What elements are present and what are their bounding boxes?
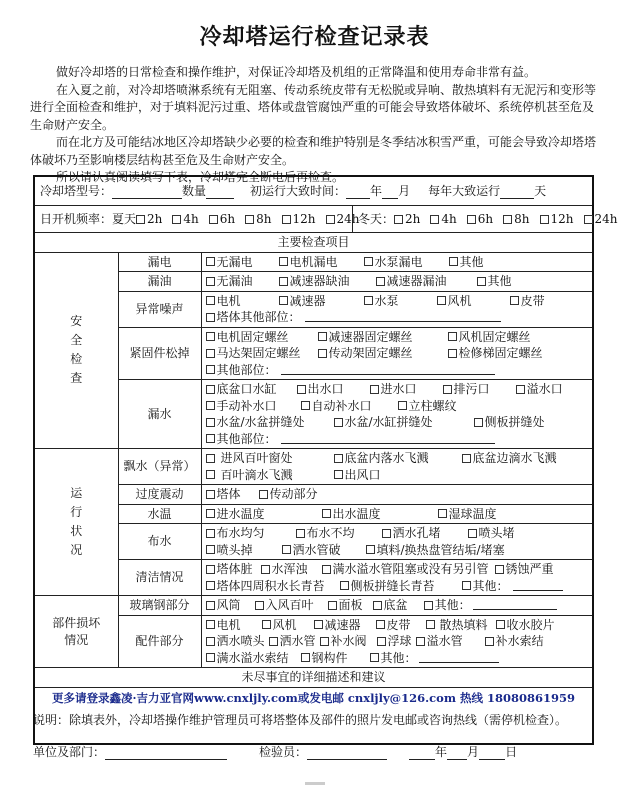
option-checkbox[interactable]: 自动补水口: [301, 398, 372, 415]
day-label: 日: [505, 745, 518, 759]
option-checkbox[interactable]: 传动架固定螺丝: [318, 345, 448, 362]
winter-frequency: [353, 211, 618, 228]
summer-option-12h[interactable]: 12h: [282, 211, 316, 228]
checkbox-icon: [474, 418, 483, 427]
main-items-header: 主要检查项目: [34, 233, 593, 253]
checkbox-icon: [495, 565, 504, 574]
checkbox-icon: [334, 470, 343, 479]
instructions-note: 说明：除填表外，冷却塔操作维护管理员可将塔整体及部件的照片发电邮或咨询热线（需停机检查）。: [33, 713, 568, 727]
month-label: 月: [467, 745, 480, 759]
checkbox-icon: [496, 620, 505, 629]
checkbox-icon: [206, 257, 215, 266]
remarks-header: 未尽事宜的详细描述和建议: [34, 668, 593, 688]
option-checkbox[interactable]: 水泵漏电: [364, 254, 423, 271]
winter-option-12h[interactable]: 12h: [540, 211, 574, 228]
checkbox-icon: [259, 490, 268, 499]
other-location-field[interactable]: [281, 431, 495, 444]
option-checkbox[interactable]: 水盆/水缸拼缝处: [334, 414, 474, 431]
checkbox-icon: [172, 215, 181, 224]
item-label: 玻璃钢部分: [118, 596, 201, 616]
checkbox-icon: [430, 215, 439, 224]
intro-paragraph: 而在北方及可能结冰地区冷却塔缺少必要的检查和维护特别是冬季结冰积雪严重，可能会导致冷却塔塔体破坏乃至影响楼层结构甚至危及生命财产安全。: [30, 135, 597, 167]
option-checkbox[interactable]: 进风百叶窗处: [206, 450, 334, 467]
checkbox-icon: [334, 454, 343, 463]
checkbox-icon: [426, 620, 435, 629]
quantity-label: 数量: [182, 183, 207, 198]
checkbox-icon: [366, 545, 375, 554]
checkbox-icon: [443, 385, 452, 394]
checkbox-icon: [206, 637, 215, 646]
page-footer-mark: [305, 782, 325, 785]
option-checkbox[interactable]: 水盆/水盆拼缝处: [206, 414, 334, 431]
remarks-header-row: [34, 668, 593, 688]
option-checkbox[interactable]: 水泵: [364, 293, 399, 310]
model-label: 冷却塔型号：: [40, 183, 113, 198]
checkbox-icon: [516, 385, 525, 394]
checkbox-icon: [437, 296, 446, 305]
other-location-field[interactable]: [281, 362, 495, 375]
checkbox-icon: [206, 620, 215, 629]
checkbox-icon: [296, 529, 305, 538]
option-checkbox[interactable]: 减速器漏油: [376, 273, 447, 290]
option-checkbox[interactable]: 无漏油: [206, 273, 253, 290]
item-label: 布水: [118, 524, 201, 560]
checkbox-icon: [370, 653, 379, 662]
option-checkbox[interactable]: 减速器: [314, 617, 376, 634]
checkbox-icon: [206, 385, 215, 394]
other-field[interactable]: [419, 650, 499, 663]
section-damage-label: 部件损坏情况: [34, 596, 118, 668]
option-checkbox[interactable]: 底盆内落水飞溅: [334, 450, 462, 467]
option-checkbox[interactable]: 洒水喷头: [206, 633, 265, 650]
checkbox-icon: [206, 332, 215, 341]
option-checkbox[interactable]: 洒水管破: [282, 542, 366, 559]
option-checkbox[interactable]: 无漏电: [206, 254, 253, 271]
item-label: 配件部分: [118, 615, 201, 668]
item-label: 异常噪声: [118, 291, 201, 327]
main-items-header-row: [34, 233, 593, 253]
row-abnormal-noise: [34, 291, 593, 327]
item-label: 过度震动: [118, 485, 201, 505]
option-checkbox[interactable]: 减速器缺油: [279, 273, 350, 290]
option-checkbox[interactable]: 皮带: [510, 293, 545, 310]
option-checkbox[interactable]: 其他部位：: [206, 362, 277, 379]
option-checkbox[interactable]: 进水温度: [206, 506, 322, 523]
row-oil-leak: [34, 272, 593, 292]
checkbox-icon: [540, 215, 549, 224]
checkbox-icon: [394, 215, 403, 224]
checkbox-icon: [206, 349, 215, 358]
checkbox-icon: [438, 509, 447, 518]
checkbox-icon: [370, 385, 379, 394]
checkbox-icon: [206, 565, 215, 574]
option-checkbox[interactable]: 溢水口: [516, 381, 563, 398]
checkbox-icon: [424, 601, 433, 610]
annual-run-label: 每年大致运行: [428, 183, 501, 198]
checkbox-icon: [377, 637, 386, 646]
checkbox-icon: [206, 509, 215, 518]
intro-text: [30, 64, 598, 187]
row-drift: [34, 449, 593, 485]
option-checkbox[interactable]: 风机: [437, 293, 472, 310]
unit-field[interactable]: [105, 747, 227, 760]
inspector-field[interactable]: [307, 747, 387, 760]
option-checkbox[interactable]: 面板: [328, 597, 363, 614]
option-checkbox[interactable]: 填料/换热盘管结垢/堵塞: [366, 542, 505, 559]
checkbox-icon: [462, 454, 471, 463]
date-month-field[interactable]: [447, 747, 467, 760]
option-checkbox[interactable]: 锈蚀严重: [495, 561, 554, 578]
option-checkbox[interactable]: 检修梯固定螺丝: [448, 345, 543, 362]
checkbox-icon: [364, 296, 373, 305]
checkbox-icon: [279, 277, 288, 286]
checkbox-icon: [328, 601, 337, 610]
checkbox-icon: [206, 529, 215, 538]
intro-paragraph: 所以请认真阅读填写下表，冷却塔完全断电后再检查。: [56, 170, 345, 184]
summer-option-6h[interactable]: 6h: [209, 211, 235, 228]
checkbox-icon: [279, 257, 288, 266]
checkbox-icon: [326, 215, 335, 224]
checkbox-icon: [448, 332, 457, 341]
start-month-field[interactable]: [382, 186, 398, 199]
checkbox-icon: [364, 257, 373, 266]
item-label: 漏电: [118, 252, 201, 272]
tower-info-row: [34, 176, 593, 206]
checkbox-icon: [322, 509, 331, 518]
checkbox-icon: [206, 581, 215, 590]
row-water-temperature: [34, 504, 593, 524]
checkbox-icon: [503, 215, 512, 224]
checkbox-icon: [209, 215, 218, 224]
checkbox-icon: [318, 349, 327, 358]
option-checkbox[interactable]: 钢构件: [301, 650, 348, 667]
option-checkbox[interactable]: 洒水管: [269, 633, 316, 650]
option-checkbox[interactable]: 塔体: [206, 486, 241, 503]
checkbox-icon: [467, 215, 476, 224]
option-checkbox[interactable]: 其他部位：: [206, 431, 277, 448]
option-checkbox[interactable]: 其他: [449, 254, 484, 271]
row-water-leak: [34, 380, 593, 449]
option-checkbox[interactable]: 其他：: [370, 650, 417, 667]
option-checkbox[interactable]: 皮带: [376, 617, 426, 634]
checkbox-icon: [376, 277, 385, 286]
option-checkbox[interactable]: 底盆边滴水飞溅: [462, 450, 557, 467]
checkbox-icon: [206, 470, 215, 479]
option-checkbox[interactable]: 侧板拼缝处: [474, 414, 545, 431]
year-label: 年: [370, 183, 383, 198]
checkbox-icon: [334, 418, 343, 427]
option-checkbox[interactable]: 风机: [262, 617, 314, 634]
unit-label: 单位及部门：: [33, 745, 106, 759]
winter-option-2h[interactable]: 2h: [394, 211, 420, 228]
checkbox-icon: [206, 277, 215, 286]
checkbox-icon: [320, 637, 329, 646]
checkbox-icon: [322, 565, 331, 574]
summer-option-8h[interactable]: 8h: [245, 211, 271, 228]
option-checkbox[interactable]: 浮球: [377, 633, 412, 650]
option-checkbox[interactable]: 侧板拼缝长青苔: [340, 578, 462, 595]
row-water-distribution: [34, 524, 593, 560]
checkbox-icon: [282, 545, 291, 554]
checkbox-icon: [206, 434, 215, 443]
summer-label: 夏天: [112, 211, 137, 226]
option-checkbox[interactable]: 出风口: [334, 467, 381, 484]
winter-option-24h[interactable]: 24h: [584, 211, 618, 228]
option-checkbox[interactable]: 出水温度: [322, 506, 438, 523]
option-checkbox[interactable]: 补水阀: [320, 633, 367, 650]
page-title: 冷却塔运行检查记录表: [199, 25, 430, 50]
checkbox-icon: [269, 637, 278, 646]
option-checkbox[interactable]: 收水胶片: [496, 617, 555, 634]
checkbox-icon: [206, 401, 215, 410]
row-electric-leak: [34, 252, 593, 272]
checkbox-icon: [416, 637, 425, 646]
row-vibration: [34, 485, 593, 505]
inspection-form-table: [33, 175, 618, 745]
winter-label: 冬天：: [358, 211, 395, 226]
option-checkbox[interactable]: 排污口: [443, 381, 490, 398]
checkbox-icon: [462, 581, 471, 590]
inspector-label: 检验员：: [259, 745, 308, 759]
days-label: 天: [534, 183, 547, 198]
option-checkbox[interactable]: 电机漏电: [279, 254, 338, 271]
option-checkbox[interactable]: 电机: [206, 617, 262, 634]
section-operation-label: 运行状况: [34, 449, 118, 596]
annual-days-field[interactable]: [500, 186, 534, 199]
checkbox-icon: [477, 277, 486, 286]
option-checkbox[interactable]: 喷头掉: [206, 542, 282, 559]
winter-option-4h[interactable]: 4h: [430, 211, 456, 228]
checkbox-icon: [206, 490, 215, 499]
option-checkbox[interactable]: 风筒: [206, 597, 241, 614]
frequency-label: 日开机频率：: [40, 211, 113, 226]
option-checkbox[interactable]: 减速器固定螺丝: [318, 329, 448, 346]
item-label: 清洁情况: [118, 560, 201, 596]
option-checkbox[interactable]: 马达架固定螺丝: [206, 345, 318, 362]
checkbox-icon: [485, 637, 494, 646]
option-checkbox[interactable]: 塔体四周积水长青苔: [206, 578, 340, 595]
option-checkbox[interactable]: 塔体脏: [206, 561, 253, 578]
option-checkbox[interactable]: 底盆: [373, 597, 408, 614]
option-checkbox[interactable]: 电机: [206, 293, 241, 310]
checkbox-icon: [206, 365, 215, 374]
year-label: 年: [435, 745, 448, 759]
checkbox-icon: [584, 215, 593, 224]
checkbox-icon: [510, 296, 519, 305]
checkbox-icon: [206, 313, 215, 322]
option-checkbox[interactable]: 满水溢水管阻塞或没有另引管: [322, 561, 489, 578]
winter-option-6h[interactable]: 6h: [467, 211, 493, 228]
checkbox-icon: [376, 620, 385, 629]
frequency-row: [34, 206, 593, 233]
checkbox-icon: [206, 545, 215, 554]
checkbox-icon: [297, 385, 306, 394]
option-checkbox[interactable]: 其他：: [462, 578, 509, 595]
option-checkbox[interactable]: 其他：: [424, 597, 471, 614]
quantity-field[interactable]: [206, 186, 234, 199]
month-label: 月: [398, 183, 411, 198]
other-location-field[interactable]: [305, 309, 501, 322]
intro-paragraph: 做好冷却塔的日常检查和操作维护，对保证冷却塔及机组的正常降温和使用寿命非常有益。: [56, 65, 537, 79]
checkbox-icon: [318, 332, 327, 341]
checkbox-icon: [262, 620, 271, 629]
item-label: 水温: [118, 504, 201, 524]
checkbox-icon: [468, 529, 477, 538]
option-checkbox[interactable]: 布水均匀: [206, 525, 296, 542]
checkbox-icon: [282, 215, 291, 224]
contact-line: 更多请登录鑫凌·吉力亚官网www.cnxljly.com或发电邮 cnxljly@126.com 热线 18080861959: [51, 690, 576, 705]
checkbox-icon: [255, 601, 264, 610]
summer-option-24h[interactable]: 24h: [326, 211, 360, 228]
start-time-label: 初运行大致时间：: [250, 183, 347, 198]
checkbox-icon: [301, 653, 310, 662]
checkbox-icon: [382, 529, 391, 538]
option-checkbox[interactable]: 风机固定螺丝: [448, 329, 531, 346]
winter-option-8h[interactable]: 8h: [503, 211, 529, 228]
date-year-field[interactable]: [409, 747, 435, 760]
checkbox-icon: [206, 601, 215, 610]
start-year-field[interactable]: [346, 186, 370, 199]
checkbox-icon: [340, 581, 349, 590]
checkbox-icon: [206, 296, 215, 305]
row-accessory-parts: [34, 615, 593, 668]
option-checkbox[interactable]: 传动部分: [259, 486, 318, 503]
checkbox-icon: [279, 296, 288, 305]
option-checkbox[interactable]: 百叶滴水飞溅: [206, 467, 334, 484]
other-field[interactable]: [473, 597, 557, 610]
checkbox-icon: [314, 620, 323, 629]
section-safety-label: 安全检查: [34, 252, 118, 449]
checkbox-icon: [206, 653, 215, 662]
option-checkbox[interactable]: 底盆口水缸: [206, 381, 277, 398]
option-checkbox[interactable]: 布水不均: [296, 525, 382, 542]
model-field[interactable]: [112, 186, 182, 199]
checkbox-icon: [261, 565, 270, 574]
option-checkbox[interactable]: 湿球温度: [438, 506, 497, 523]
row-loose-fasteners: [34, 327, 593, 380]
option-checkbox[interactable]: 水浑浊: [261, 561, 308, 578]
checkbox-icon: [301, 401, 310, 410]
checkbox-icon: [245, 215, 254, 224]
date-day-field[interactable]: [479, 747, 505, 760]
option-checkbox[interactable]: 电机固定螺丝: [206, 329, 318, 346]
checkbox-icon: [206, 418, 215, 427]
option-checkbox[interactable]: 立柱螺纹: [398, 398, 457, 415]
option-checkbox[interactable]: 洒水孔堵: [382, 525, 468, 542]
item-label: 漏油: [118, 272, 201, 292]
option-checkbox[interactable]: 满水溢水索结: [206, 650, 289, 667]
row-frp-parts: [34, 596, 593, 616]
option-checkbox[interactable]: 进水口: [370, 381, 417, 398]
intro-paragraph: 在入夏之前，对冷却塔喷淋系统有无阻塞、传动系统皮带有无松脱或异响、散热填料有无泥污和变形等进行全面检查和维护，对于填料泥污过重、塔体或盘管腐蚀严重的可能会导致塔体破坏、系统停机甚至危及生命财产安全。: [30, 82, 597, 132]
checkbox-icon: [136, 215, 145, 224]
checkbox-icon: [448, 349, 457, 358]
option-checkbox[interactable]: 其他: [477, 273, 512, 290]
option-checkbox[interactable]: 溢水管: [416, 633, 463, 650]
summer-option-4h[interactable]: 4h: [172, 211, 198, 228]
row-cleanliness: [34, 560, 593, 596]
checkbox-icon: [206, 454, 215, 463]
option-checkbox[interactable]: 手动补水口: [206, 398, 277, 415]
checkbox-icon: [398, 401, 407, 410]
signature-row: [33, 743, 573, 760]
checkbox-icon: [373, 601, 382, 610]
option-checkbox[interactable]: 散热填料: [426, 617, 496, 634]
option-checkbox[interactable]: 喷头堵: [468, 525, 515, 542]
summer-frequency: [35, 206, 360, 232]
item-label: 飘水（异常）: [118, 449, 201, 485]
item-label: 紧固件松掉: [118, 327, 201, 380]
option-checkbox[interactable]: 减速器: [279, 293, 326, 310]
item-label: 漏水: [118, 380, 201, 449]
option-checkbox[interactable]: 补水索结: [485, 633, 544, 650]
option-checkbox[interactable]: 出水口: [297, 381, 344, 398]
option-checkbox[interactable]: 塔体其他部位：: [206, 309, 301, 326]
option-checkbox[interactable]: 入风百叶: [255, 597, 314, 614]
other-field[interactable]: [513, 578, 563, 591]
summer-option-2h[interactable]: 2h: [136, 211, 162, 228]
checkbox-icon: [449, 257, 458, 266]
